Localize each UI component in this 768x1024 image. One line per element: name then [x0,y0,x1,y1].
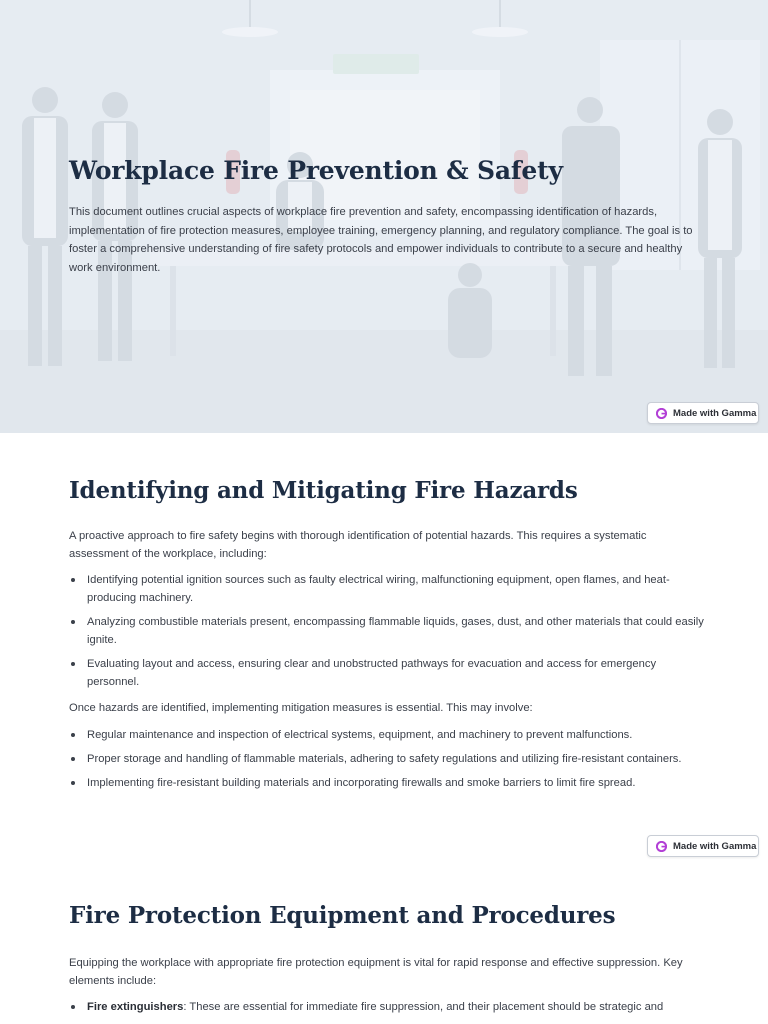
hazard-identification-list [69,571,709,691]
section-fire-hazards [69,474,709,798]
page-title: Workplace Fire Prevention & Safety [69,156,563,185]
list-item [69,998,709,1016]
hero-description: This document outlines crucial aspects of workplace fire prevention and safety, encompassing identification of hazards, implementation of fire protection measures, employee training, emergency planning, and regulatory compliance. The goal is to foster a comprehensive understanding of fire safety protocols and empower individuals to contribute to a secure and healthy work environment. [69,206,693,274]
made-with-gamma-button[interactable] [647,835,759,857]
equipment-list [69,998,709,1016]
gamma-logo-icon [656,408,667,419]
mitigation-list [69,726,709,792]
hero-content [69,152,699,277]
list-item: Implementing fire-resistant building materials and incorporating firewalls and smoke barriers to limit fire spread. [69,774,709,792]
list-item-term: Fire extinguishers [87,1001,184,1013]
section-intro: Equipping the workplace with appropriate fire protection equipment is vital for rapid response and effective suppression. Key elements include: [69,957,683,987]
list-item: Identifying potential ignition sources such as faulty electrical wiring, malfunctioning equipment, open flames, and heat-producing machinery. [69,571,709,607]
section-intro: A proactive approach to fire safety begins with thorough identification of potential hazards. This requires a systematic assessment of the workplace, including: [69,530,647,560]
made-with-gamma-button[interactable] [647,402,759,424]
list-item: Proper storage and handling of flammable materials, adhering to safety regulations and utilizing fire-resistant containers. [69,750,709,768]
section-heading: Identifying and Mitigating Fire Hazards [69,477,578,504]
list-item: Analyzing combustible materials present, encompassing flammable liquids, gases, dust, and other materials that could easily ignite. [69,613,709,649]
list-item-text: : These are essential for immediate fire suppression, and their placement should be strategic and [183,1001,664,1013]
made-with-gamma-label: Made with Gamma [673,407,757,419]
section-heading: Fire Protection Equipment and Procedures [69,902,616,929]
section-fire-protection [69,899,709,1022]
section-paragraph: Once hazards are identified, implementing mitigation measures is essential. This may involve: [69,702,533,714]
list-item: Evaluating layout and access, ensuring clear and unobstructed pathways for evacuation and access for emergency personnel. [69,655,709,691]
list-item: Regular maintenance and inspection of electrical systems, equipment, and machinery to prevent malfunctions. [69,726,709,744]
gamma-logo-icon [656,841,667,852]
hero-banner [0,0,768,433]
made-with-gamma-label: Made with Gamma [673,840,757,852]
